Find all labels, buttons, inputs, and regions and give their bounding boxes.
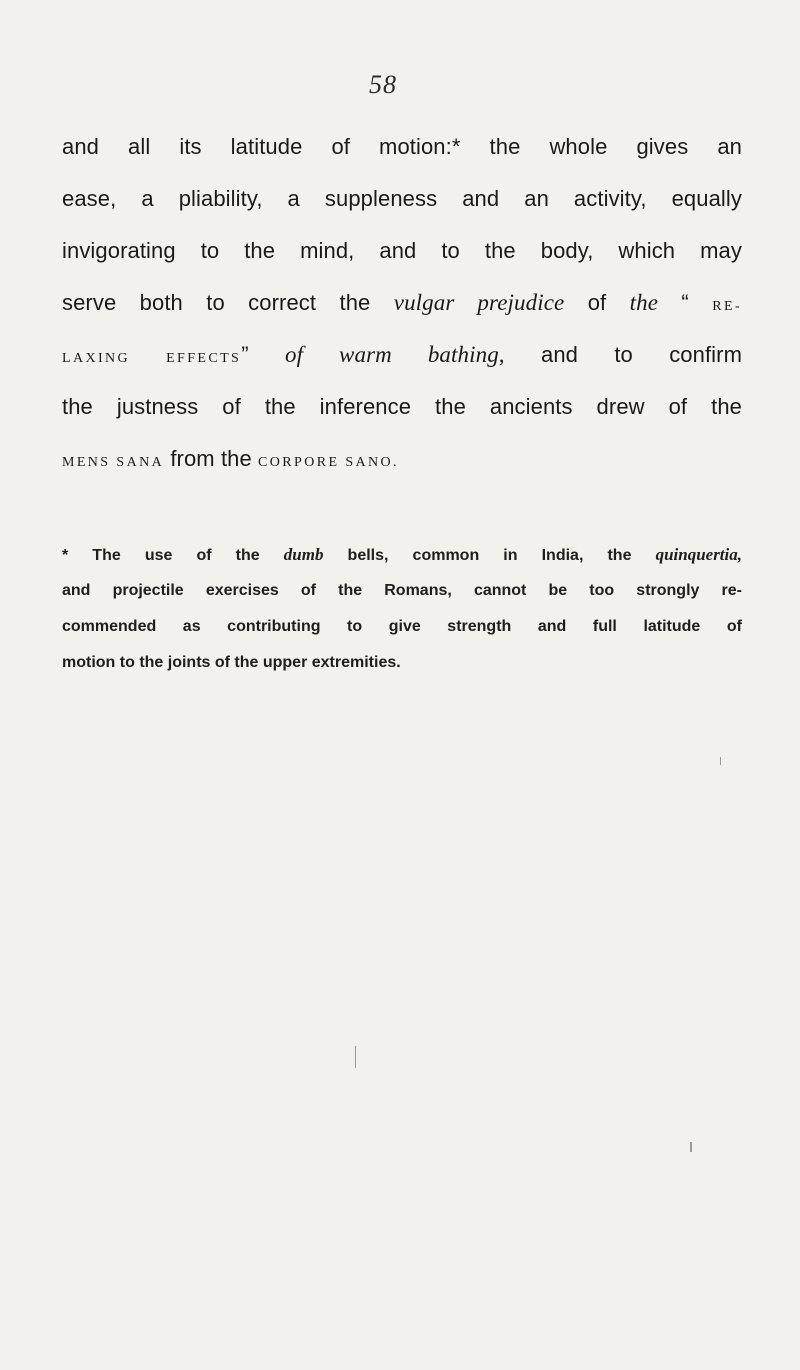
body-text-fragment: and to confirm — [504, 342, 743, 367]
body-text-fragment: of — [564, 290, 630, 315]
small-caps-text: RE- — [712, 299, 743, 314]
body-line-5 — [62, 329, 742, 381]
body-line-4 — [62, 277, 742, 329]
italic-text: of warm bathing, — [285, 342, 505, 367]
footnote-italic: quinquertia, — [655, 545, 743, 564]
body-line-3: invigorating to the mind, and to the body, which may — [62, 238, 742, 263]
body-text-fragment: from the — [164, 446, 259, 471]
footnote-line-3: commended as contributing to give strength and full latitude of — [62, 618, 742, 635]
page-number: 58 — [369, 70, 397, 99]
footnote-line-4: motion to the joints of the upper extremities. — [62, 654, 401, 671]
small-caps-text: MENS SANA — [62, 455, 165, 470]
paper-speck — [355, 1046, 356, 1068]
paper-speck — [720, 757, 721, 765]
quote-mark: “ — [658, 290, 713, 315]
body-text — [62, 121, 742, 485]
footnote-line-2: and projectile exercises of the Romans, cannot be too strongly re- — [62, 582, 742, 599]
body-line-7 — [62, 433, 742, 485]
body-line-2: ease, a pliability, a suppleness and an activity, equally — [62, 186, 742, 211]
footnote-line-1 — [62, 537, 742, 573]
body-text-fragment: serve both to correct the — [62, 290, 394, 315]
footnote-italic: dumb — [283, 545, 324, 564]
footnote — [62, 537, 742, 681]
footnote-fragment: bells, common in India, the — [323, 547, 656, 564]
small-caps-text: LAXING EFFECTS — [62, 351, 242, 366]
body-line-1: and all its latitude of motion:* the whole gives an — [62, 134, 742, 159]
italic-text: vulgar prejudice — [393, 290, 565, 315]
quote-mark: ” — [241, 342, 285, 367]
footnote-fragment: * The use of the — [62, 547, 284, 564]
small-caps-text: CORPORE SANO. — [258, 455, 399, 470]
paper-speck — [690, 1142, 692, 1152]
body-line-6: the justness of the inference the ancients drew of the — [62, 394, 742, 419]
italic-text: the — [629, 290, 659, 315]
